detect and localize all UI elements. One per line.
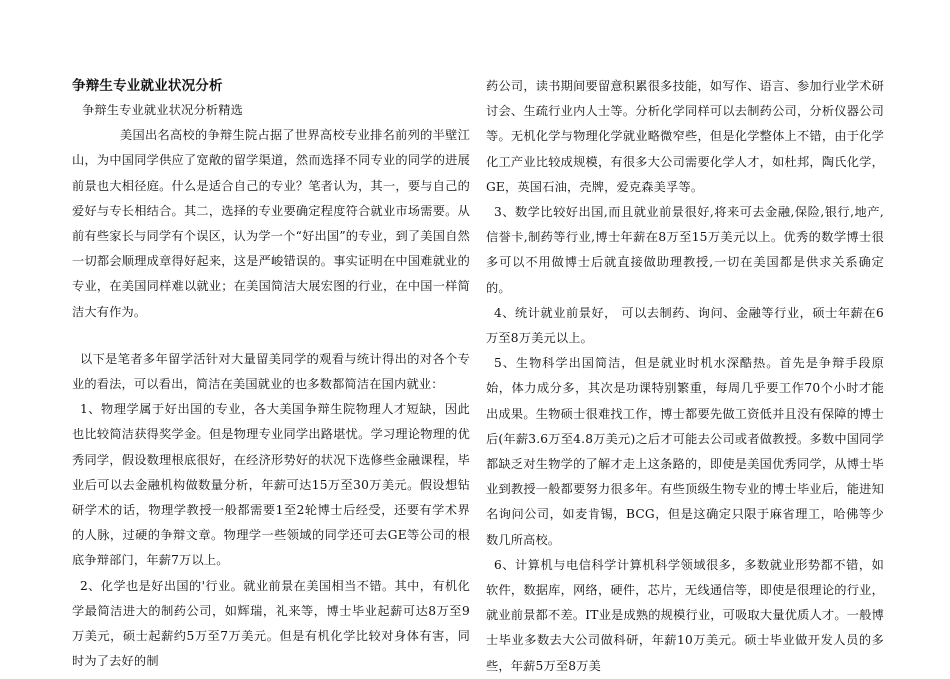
statistics-paragraph: 4、统计就业前景好， 可以去制药、询问、金融等行业，硕士年薪在6万至8万美元以上。	[486, 305, 884, 346]
computer-science-paragraph: 6、计算机与电信科学计算机科学领域很多，多数就业形势都不错，如软件，数据库，网络，硬件，芯片，无线通信等，即使是很理论的行业，就业前景都不差。IT业是成熟的规模行业，可吸取大量优质人才。一般博士毕业多数去大公司做科研，年薪10万美元。硕士毕业做开发人员的多些，年薪5万至8万美	[486, 557, 884, 673]
left-column	[72, 74, 470, 674]
intro-paragraph: 美国出名高校的争辩生院占据了世界高校专业排名前列的半壁江山，为中国同学供应了宽敞的留学渠道，然而选择不同专业的同学的进展前景也大相径庭。什么是适合自己的专业？笔者认为，其一，要与自己的爱好与专长相结合。其二，选择的专业要确定程度符合就业市场需要。从前有些家长与同学有个误区，认为学一个“好出国”的专业，到了美国自然一切都会顺理成章得好起来，这是严峻错误的。事实证明在中国难就业的专业，在美国同样难以就业；在美国简洁大展宏图的行业，在中国一样简洁大有作为。	[72, 128, 470, 319]
document-subtitle: 争辩生专业就业状况分析精选	[82, 103, 244, 117]
biology-paragraph: 5、生物科学出国简洁，但是就业时机水深酷热。首先是争辩手段原始，体力成分多，其次是功课特别繁重，每周几乎要工作70个小时才能出成果。生物硕士很难找工作，博士都要先做工资低并且没有保障的博士后(年薪3.6万至4.8万美元)之后才可能去公司或者做教授。多数中国同学都缺乏对生物学的了解才走上这条路的，即使是美国优秀同学，从博士毕业到教授一般都要努力很多年。有些顶级生物专业的博士毕业后，能进知名询问公司，如麦肯锡，BCG，但是这确定只限于麻省理工，哈佛等少数几所高校。	[486, 356, 884, 547]
document-title: 争辩生专业就业状况分析	[72, 78, 223, 94]
chemistry-paragraph: 2、化学也是好出国的'行业。就业前景在美国相当不错。其中，有机化学最简洁进大的制药公司，如辉瑞，礼来等，博士毕业起薪可达8万至9万美元，硕士起薪约5万至7万美元。但是有机化学比较对身体有害，同时为了去好的制	[72, 578, 470, 669]
physics-paragraph: 1、物理学属于好出国的专业，各大美国争辩生院物理人才短缺，因此也比较简洁获得奖学金。但是物理专业同学出路堪忧。学习理论物理的优秀同学，假设数理根底很好，在经济形势好的状况下选修些金融课程，毕业后可以去金融机构做数量分析，年薪可达15万至30万美元。假设想钻研学术的话，物理学教授一般都需要1至2轮博士后经受，还要有学术界的人脉，过硬的争辩文章。物理学一些领域的同学还可去GE等公司的根底争辩部门，年薪7万以上。	[72, 402, 470, 568]
paragraph-gap	[72, 325, 470, 347]
chemistry-continued-paragraph: 药公司，读书期间要留意积累很多技能，如写作、语言、参加行业学术研讨会、生疏行业内人士等。分析化学同样可以去制药公司，分析仪器公司等。无机化学与物理化学就业略微窄些，但是化学整体上不错，由于化学化工产业比较成规模，有很多大公司需要化学人才，如杜邦，陶氏化学，GE，英国石油，壳牌，爱克森美孚等。	[486, 79, 884, 194]
right-column	[486, 74, 884, 679]
overview-paragraph: 以下是笔者多年留学活针对大量留美同学的观看与统计得出的对各个专业的看法，可以看出，简洁在美国就业的也多数都简洁在国内就业：	[72, 351, 470, 392]
math-paragraph: 3、数学比较好出国,而且就业前景很好,将来可去金融,保险,银行,地产,信誉卡,制药等行业,博士年薪在8万至15万美元以上。优秀的数学博士很多可以不用做博士后就直接做助理教授,一切在美国都是供求关系确定的。	[486, 205, 884, 295]
